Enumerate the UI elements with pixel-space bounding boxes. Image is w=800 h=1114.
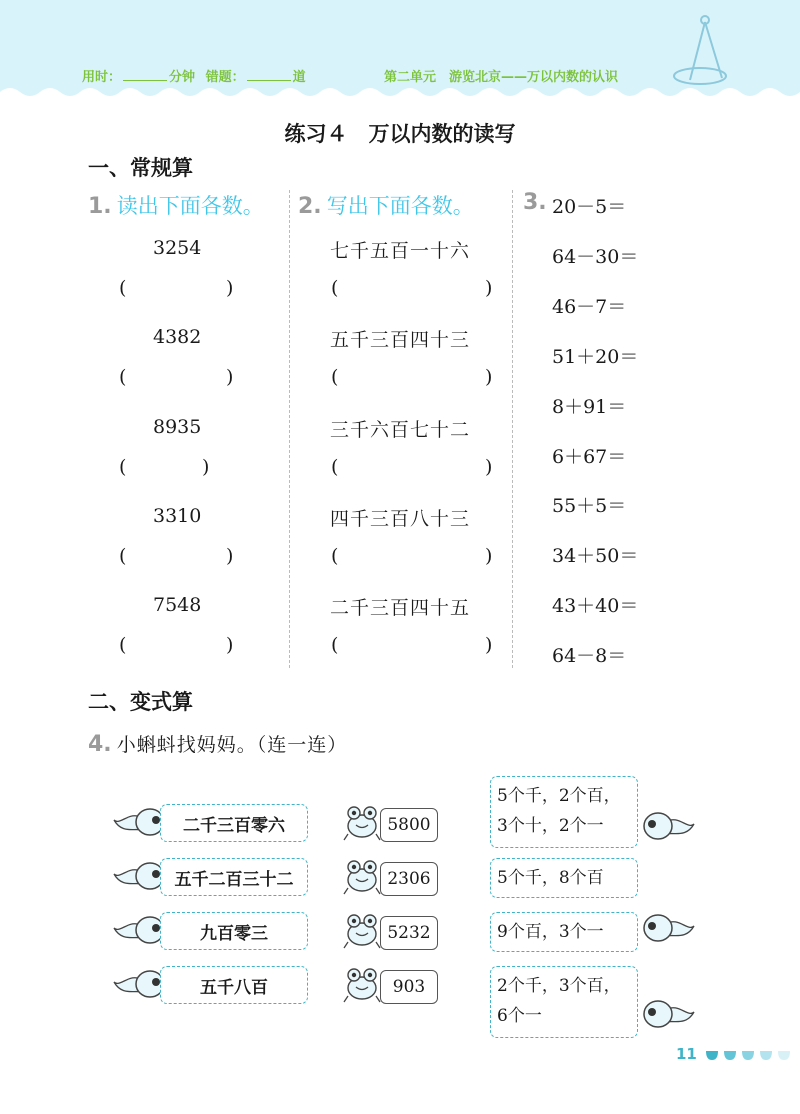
tadpole-icon [644,915,694,941]
answer-paren-open: ( [331,634,339,656]
tadpole-icon [114,863,164,889]
time-label: 用时： [82,70,122,85]
page-footer [676,1044,792,1063]
q1-answer-blank-4[interactable] [132,540,222,570]
place-value-card-3[interactable] [490,912,638,952]
question-1-header [88,190,264,220]
answer-paren-close: ) [226,545,234,567]
errors-blank[interactable] [247,68,291,81]
frog-icon [344,969,380,1002]
place-value-card-4[interactable] [490,966,638,1038]
q2-answer-blank-3[interactable] [344,451,480,481]
question-2-number: 2. [298,194,322,219]
time-blank[interactable] [123,68,167,81]
frog-icon [344,915,380,948]
q1-number-1: 3254 [153,237,202,259]
answer-paren-close: ) [485,366,493,388]
page-title: 练习４ 万以内数的读写 [284,122,516,146]
tadpole-card-2[interactable]: 五千二百三十二 [160,858,308,896]
answer-paren-close: ) [202,456,210,478]
answer-paren-open: ( [331,456,339,478]
answer-paren-open: ( [331,366,339,388]
q2-words-5: 二千三百四十五 [330,597,471,619]
frog-icons [342,798,384,1014]
answer-paren-close: ) [485,545,493,567]
page-header [0,0,800,100]
frog-card-4[interactable]: 903 [380,970,438,1004]
tadpole-icon [114,809,164,835]
page-number: 11 [676,1045,697,1063]
q2-answer-blank-1[interactable] [344,272,480,302]
answer-paren-close: ) [485,634,493,656]
q1-answer-blank-2[interactable] [132,361,222,391]
answer-paren-open: ( [119,456,127,478]
q2-words-4: 四千三百八十三 [330,508,471,530]
answer-paren-close: ) [226,366,234,388]
question-2-title: 写出下面各数。 [326,194,474,218]
answer-paren-open: ( [331,545,339,567]
compass-icon [674,16,726,84]
q3-equation-6[interactable]: 6＋67＝ [552,446,627,468]
question-1-number: 1. [88,194,112,219]
answer-paren-open: ( [331,277,339,299]
tadpole-icon [644,1001,694,1027]
answer-paren-open: ( [119,277,127,299]
q1-number-3: 8935 [153,416,202,438]
q3-equation-8[interactable]: 34＋50＝ [552,545,639,567]
q2-answer-blank-4[interactable] [344,540,480,570]
place-value-card-2[interactable] [490,858,638,898]
tadpole-card-4[interactable]: 五千八百 [160,966,308,1004]
q1-answer-blank-1[interactable] [132,272,222,302]
footer-dots-decoration [702,1048,792,1062]
frog-icon [344,861,380,894]
answer-paren-close: ) [485,277,493,299]
tadpole-icon [644,813,694,839]
tadpole-icon [114,971,164,997]
q3-equation-10[interactable]: 64－8＝ [552,645,627,667]
section-1-heading: 一、常规算 [88,156,193,180]
q2-answer-blank-5[interactable] [344,629,480,659]
q3-equation-5[interactable]: 8＋91＝ [552,396,627,418]
q1-number-4: 3310 [153,505,202,527]
q1-number-5: 7548 [153,594,202,616]
section-2-heading: 二、变式算 [88,690,193,714]
right-tadpole-icons [636,796,696,1036]
errors-label: 错题： [205,70,245,85]
items-label: 道 [292,70,306,85]
q2-words-1: 七千五百一十六 [330,240,471,262]
place-value-card-1[interactable] [490,776,638,848]
minute-label: 分钟 [169,70,196,85]
question-2-header [298,190,474,220]
answer-paren-close: ) [485,456,493,478]
question-4-title: 小蝌蚪找妈妈。（连一连） [116,734,348,756]
q3-equation-4[interactable]: 51＋20＝ [552,346,639,368]
column-divider [512,190,513,668]
q1-answer-blank-5[interactable] [132,629,222,659]
time-and-errors-record [82,66,306,85]
tadpole-card-3[interactable]: 九百零三 [160,912,308,950]
question-4-number: 4. [88,732,112,757]
answer-paren-open: ( [119,634,127,656]
tadpole-icon [114,917,164,943]
q2-words-3: 三千六百七十二 [330,419,471,441]
place-value-line: 5个千，2个百， [497,786,621,806]
frog-card-1[interactable]: 5800 [380,808,438,842]
answer-paren-close: ) [226,277,234,299]
place-value-line: 3个十，2个一 [497,816,604,836]
place-value-line: 9个百，3个一 [497,922,604,942]
unit-title: 第二单元 游览北京——万以内数的认识 [384,70,619,85]
frog-card-3[interactable]: 5232 [380,916,438,950]
q1-number-2: 4382 [153,326,202,348]
q3-equation-3[interactable]: 46－7＝ [552,296,627,318]
answer-paren-open: ( [119,545,127,567]
q3-equation-9[interactable]: 43＋40＝ [552,595,639,617]
tadpole-card-1[interactable]: 二千三百零六 [160,804,308,842]
q2-words-2: 五千三百四十三 [330,329,471,351]
q1-answer-blank-3[interactable] [132,451,198,481]
q3-equation-2[interactable]: 64－30＝ [552,246,639,268]
answer-paren-open: ( [119,366,127,388]
q2-answer-blank-2[interactable] [344,361,480,391]
frog-card-2[interactable]: 2306 [380,862,438,896]
q3-equation-7[interactable]: 55＋5＝ [552,495,627,517]
place-value-line: 5个千，8个百 [497,868,604,888]
question-3-number: 3. [523,190,547,215]
question-1-title: 读出下面各数。 [116,194,264,218]
frog-icon [344,807,380,840]
q3-equation-1[interactable]: 20－5＝ [552,196,627,218]
answer-paren-close: ) [226,634,234,656]
column-divider [289,190,290,668]
question-4-header [88,730,347,757]
place-value-line: 6个一 [497,1006,542,1026]
place-value-line: 2个千，3个百， [497,976,621,996]
header-wave-decoration [0,0,800,110]
